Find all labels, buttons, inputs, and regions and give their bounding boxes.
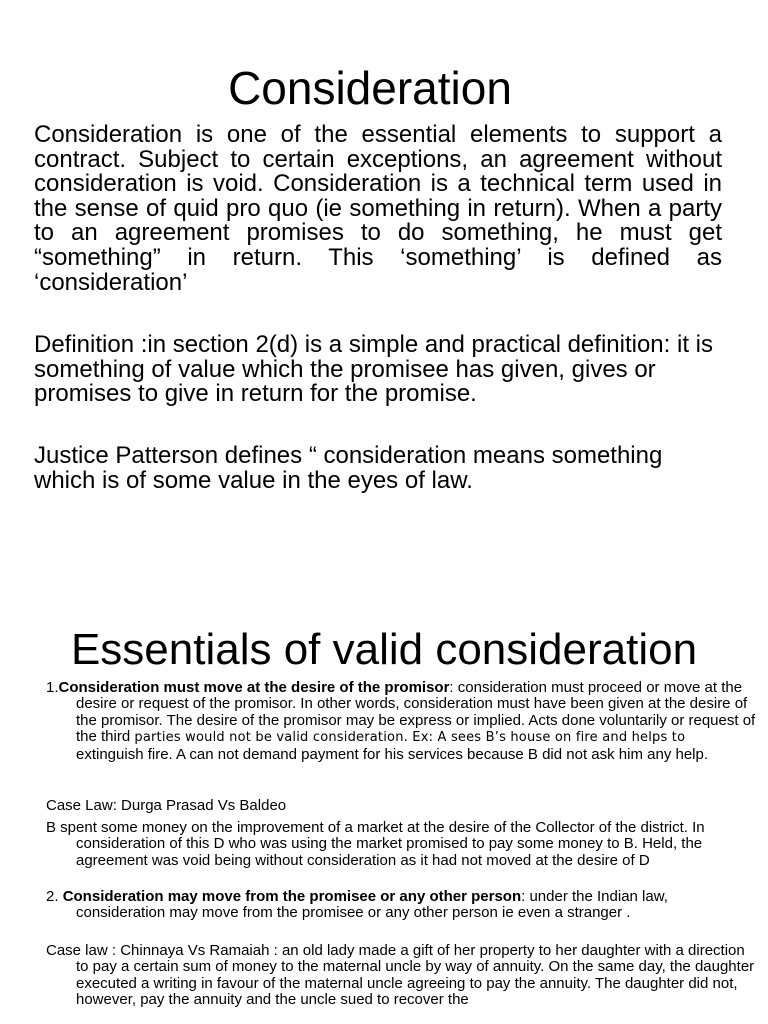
case-law-heading: Case Law: Durga Prasad Vs Baldeo <box>46 797 287 814</box>
item-number: 1. <box>46 679 59 696</box>
item-text: : under the Indian law, consideration may move from the promisee or any other person ie even a stranger . <box>76 888 668 922</box>
slide-title-essentials: Essentials of valid consideration <box>70 625 698 674</box>
item-heading: Consideration may move from the promisee or any other person <box>62 888 522 905</box>
list-item-2 <box>46 889 756 922</box>
item-text: : consideration must proceed or move at the desire or request of the promisor. In other words, consideration must have been given at the desire of the promisor. The desire of the promisor may be express or implied. Acts done voluntarily or request of the third <box>76 679 756 746</box>
case-law-paragraph: B spent some money on the improvement of a market at the desire of the Collector of the district. In consideration of this D who was using the market promised to pay some money to B. Held, the agreement was void being without consideration as it had not moved at the desire of D <box>46 819 705 869</box>
item-text-small: parties would not be valid consideration. Ex: A sees B’s house on fire and helps to <box>134 730 686 746</box>
slide-title: Consideration <box>228 62 512 114</box>
item-number: 2. <box>46 888 63 905</box>
list-item-1 <box>46 680 756 763</box>
item-text-end: extinguish fire. A can not demand payment for his services because B did not ask him any help. <box>76 745 709 763</box>
case-law-paragraph-2: Case law : Chinnaya Vs Ramaiah : an old lady made a gift of her property to her daughter with a direction to pay a certain sum of money to the maternal uncle by way of annuity. On the same day, the daughter executed a writing in favour of the maternal uncle agreeing to pay the annuity. The daughter did not, however, pay the annuity and the uncle sued to recover the <box>46 942 755 1009</box>
paragraph-definition: Definition :in section 2(d) is a simple and practical definition: it is something of value which the promisee has given, gives or promises to give in return for the promise. <box>34 331 713 408</box>
item-heading: Consideration must move at the desire of the promisor <box>58 679 450 696</box>
paragraph-justice-patterson: Justice Patterson defines “ consideration means something which is of some value in the eyes of law. <box>34 442 663 494</box>
paragraph-intro: Consideration is one of the essential elements to support a contract. Subject to certain exceptions, an agreement without consideration is void. Consideration is a technical term used in the sense of quid pro quo (ie something in return). When a party to an agreement promises to do something, he must get “something” in return. This ‘something’ is defined as ‘consideration’ <box>34 121 722 296</box>
